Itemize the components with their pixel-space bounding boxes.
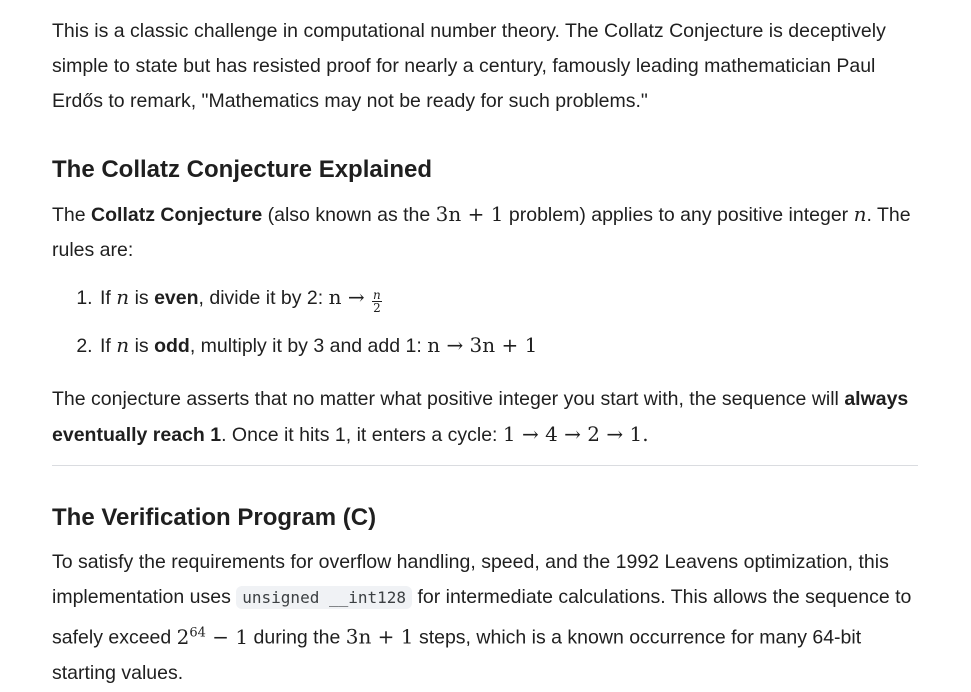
text-fragment: , multiply it by 3 and add 1: [189,335,428,357]
rules-list [52,280,918,364]
math-variable [116,285,129,309]
text-fragment: is [129,287,155,309]
math-power [177,625,248,649]
math-base: 2 [176,624,190,649]
math-variable-n: n [116,333,130,357]
math-expression: 1 → 4 → 2 → 1. [502,422,649,446]
math-expression: 3n + 1 [345,624,414,649]
text-fragment: is [129,335,155,357]
conjecture-paragraph [52,382,918,453]
text-fragment: To satisfy the requirements for overflow handling, speed, and the 1992 Leavens optimization, this implementation uses [52,551,889,608]
fraction [372,289,382,314]
math-variable-n: n [853,202,867,226]
bold-term: even [154,287,199,309]
rule-odd [98,328,918,364]
text-fragment: (also known as the [262,204,436,226]
bold-term: Collatz Conjecture [91,204,263,226]
math-expression: 3n + 1 [435,202,504,226]
section-heading-collatz: The Collatz Conjecture Explained [52,156,433,183]
text-fragment: The [52,204,92,226]
fraction-denominator: 2 [373,301,381,315]
text-fragment: for intermediate calculations. This allows the sequence to safely exceed [52,586,912,649]
intro-paragraph: This is a classic challenge in computational number theory. The Collatz Conjecture is deceptively simple to state but has resisted proof for nearly a century, famously leading mathematician Paul Erdős to remark, "Mathematics may not be ready for such problems." [52,20,886,112]
collatz-definition-paragraph [52,197,918,268]
bold-term: odd [154,335,190,357]
text-fragment: If [100,287,117,309]
text-fragment: during the [248,626,346,649]
fraction-numerator: n [373,288,381,302]
text-fragment: . The rules are: [52,204,911,261]
text-fragment: . Once it hits 1, it enters a cycle: [221,424,503,446]
verification-paragraph [52,545,918,691]
text-fragment: , divide it by 2: [198,287,329,309]
text-fragment: If [100,335,117,357]
math-variable-n: n [116,285,130,309]
section-divider [52,465,918,466]
math-expression: n → 3n + 1 [427,333,538,357]
rule-even [98,280,918,316]
math-expression: n → [328,285,365,309]
text-fragment: The conjecture asserts that no matter what positive integer you start with, the sequence will [52,388,845,410]
document-content [52,14,918,691]
text-fragment: steps, which is a known occurrence for many 64-bit starting values. [52,626,862,684]
inline-code: unsigned __int128 [236,586,412,609]
math-rest: − 1 [205,624,249,649]
math-variable [854,202,867,226]
math-exponent: 64 [189,625,206,640]
text-fragment: problem) applies to any positive integer [503,204,854,226]
bold-term: always eventually reach 1 [52,388,909,446]
section-heading-verification: The Verification Program (C) [52,504,377,531]
math-variable [116,333,129,357]
